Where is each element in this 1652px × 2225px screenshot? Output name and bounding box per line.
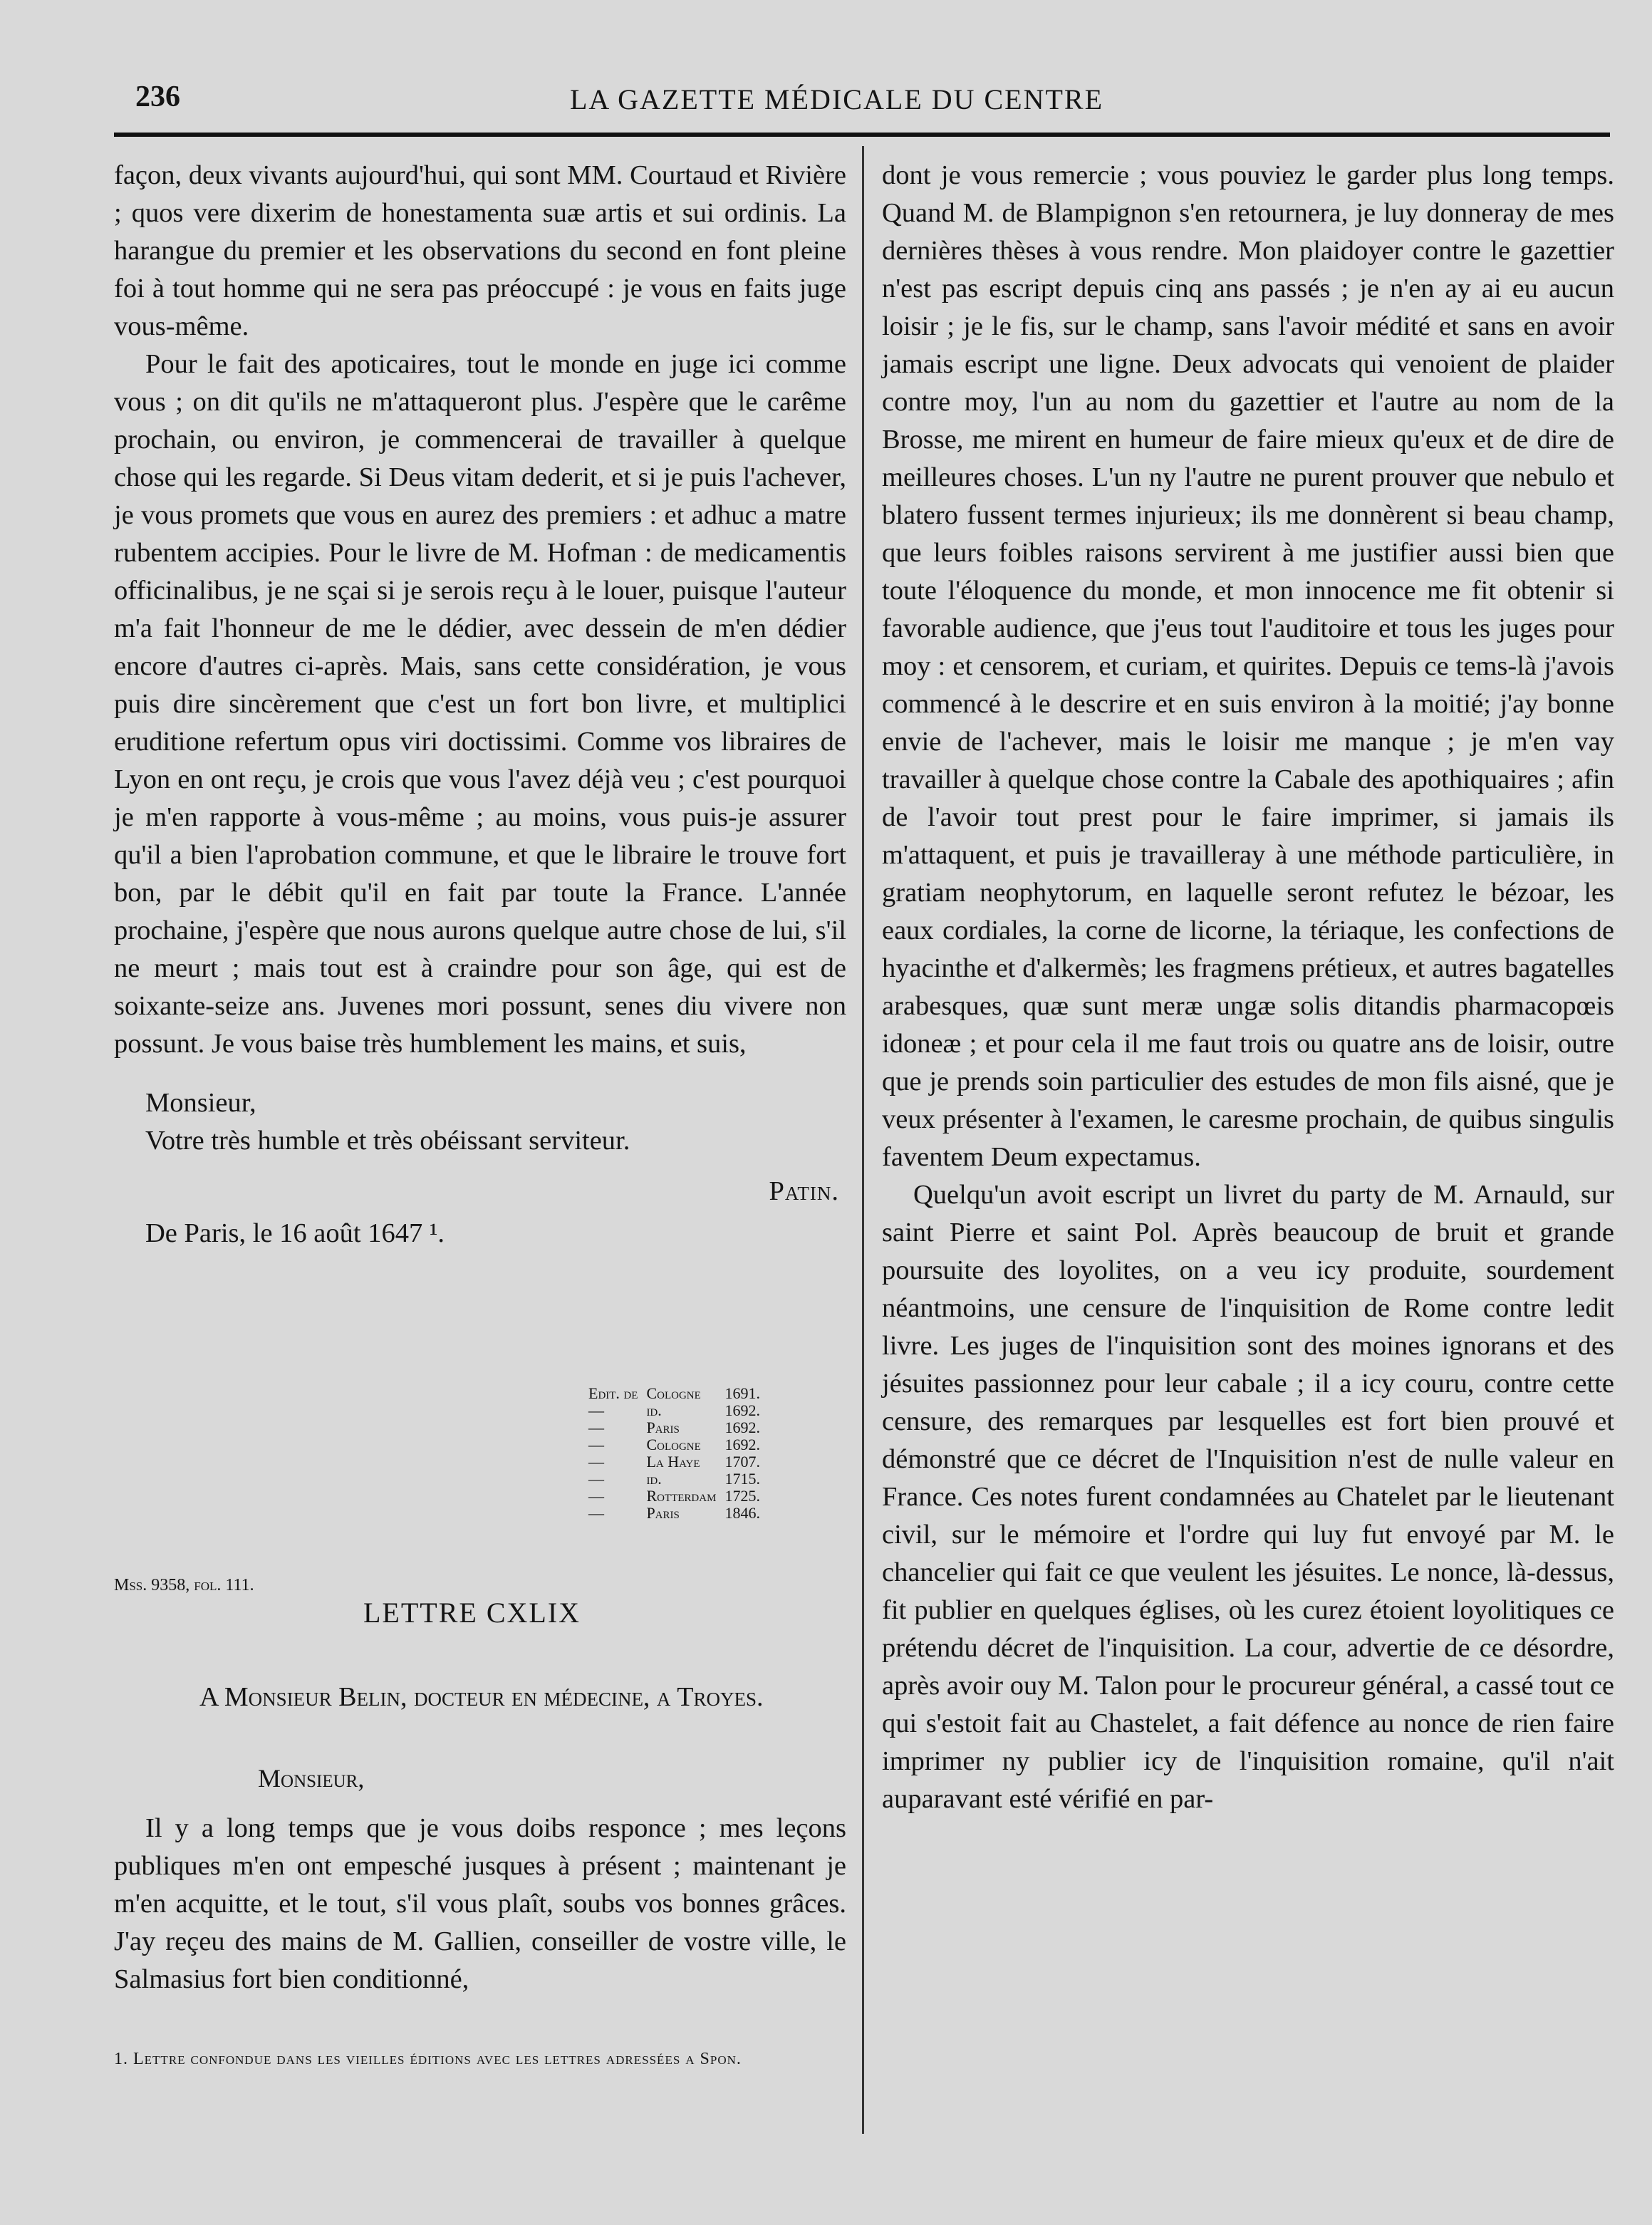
page-number: 236 [135, 81, 180, 113]
edition-city: id. [646, 1470, 662, 1488]
salutation: Monsieur, [145, 1088, 256, 1118]
editions-list [584, 1385, 764, 1522]
edition-city: id. [646, 1401, 662, 1419]
right-paragraph-1: dont je vous remercie ; vous pouviez le garder plus long temps. Quand M. de Blampignon s'en retournera, je luy donneray de mes dernières thèses à vous rendre. Mon plaidoyer contre le gazettier n'est pas escript depuis cinq ans passés ; je n'en ay ai eu aucun loisir ; je le fis, sur le champ, sans l'avoir médité et sans en avoir jamais escript une ligne. Deux advocats qui venoient de plaider contre moy, l'un au nom du gazettier et l'autre au nom de la Brosse, me mirent en humeur de faire mieux qu'eux et de dire de meilleures choses. L'un ny l'autre ne purent prouver que nebulo et blatero fussent termes injurieux; ils me donnèrent si beau champ, que leurs foibles raisons servirent à me justifier aussi bien que toute l'éloquence du monde, et mon innocence me fit obtenir si favorable audience, que j'eus tout l'auditoire et tous les juges pour moy : et censorem, et curiam, et quirites. Depuis ce tems-là j'avois commencé à le descrire et en suis environ à la moitié; j'ay bonne envie de l'achever, mais le loisir me manque ; je m'en vay travailler à quelque chose contre la Cabale des apothiquaires ; afin de l'avoir tout prest pour le faire imprimer, si jamais ils m'attaquent, et puis je travailleray à une méthode particulière, in gratiam neophytorum, en laquelle seront refutez le bézoar, les eaux cordiales, la corne de licorne, la tériaque, les confections de hyacinthe et d'alkermès; les fragmens prétieux, et autres bagatelles arabesques, quæ sunt meræ ungæ solis ditandis pharmacopœis idoneæ ; et pour cela il me faut trois ou quatre ans de loisir, outre que je prends soin particulier des estudes de mon fils aisné, que je veux présenter à l'examen, le caresme prochain, de quibus singulis faventem Deum expectamus. [882, 160, 1614, 1172]
letter-addressee: A Monsieur Belin, docteur en médecine, a Troyes. [199, 1682, 764, 1712]
edition-city: Cologne [646, 1384, 701, 1402]
letter2-salutation: Monsieur, [258, 1764, 365, 1793]
edition-row [584, 1471, 764, 1488]
edition-prefix: — [588, 1470, 604, 1488]
edition-year: 1846. [724, 1504, 760, 1522]
edition-prefix: — [588, 1401, 604, 1419]
edition-row [584, 1419, 764, 1436]
edition-year: 1692. [724, 1436, 760, 1453]
edition-prefix: Edit. de [588, 1384, 638, 1402]
edition-city: Paris [646, 1504, 680, 1522]
edition-prefix: — [588, 1418, 604, 1436]
letter-date: De Paris, le 16 août 1647 ¹. [145, 1218, 445, 1248]
page-header [135, 80, 1603, 120]
edition-prefix: — [588, 1504, 604, 1522]
edition-row [584, 1385, 764, 1402]
left-paragraph-2: Pour le fait des apoticaires, tout le monde en juge ici comme vous ; on dit qu'ils ne m'attaqueront plus. J'espère que le carême prochain, ou environ, je commencerai de travailler à quelque chose qui les regarde. Si Deus vitam dederit, et si je puis l'achever, je vous promets que vous en aurez des premiers : et adhuc a matre rubentem accipies. Pour le livre de M. Hofman : de medicamentis officinalibus, je ne sçai si je serois reçu à le louer, puisque l'auteur m'a fait l'honneur de me le dédier, avec dessein de m'en dédier encore d'autres ci-après. Mais, sans cette considération, je vous puis dire sincèrement que c'est un fort bon livre, et multiplici eruditione refertum opus viri doctissimi. Comme vos libraires de Lyon en ont reçu, je crois que vous l'avez déjà veu ; c'est pourquoi je m'en rapporte à vous-même ; au moins, vous puis-je assurer qu'il a bien l'aprobation commune, et que le libraire le trouve fort bon, par le débit qu'il en fait par toute la France. L'année prochaine, j'espère que nous aurons quelque autre chose de lui, s'il ne meurt ; mais tout est à craindre pour son âge, qui est de soixante-seize ans. Juvenes mori possunt, senes diu vivere non possunt. Je vous baise très humblement les mains, et suis, [114, 349, 846, 1059]
signature: Patin. [769, 1176, 839, 1206]
edition-year: 1715. [724, 1470, 760, 1488]
manuscript-reference: Mss. 9358, fol. 111. [114, 1576, 254, 1594]
edition-year: 1692. [724, 1401, 760, 1419]
running-title: LA GAZETTE MÉDICALE DU CENTRE [570, 83, 1104, 115]
edition-row [584, 1488, 764, 1505]
edition-year: 1707. [724, 1453, 760, 1471]
edition-row [584, 1436, 764, 1453]
left-paragraph-1: façon, deux vivants aujourd'hui, qui sont MM. Courtaud et Rivière ; quos vere dixerim de honestamenta suæ artis et sui ordinis. La harangue du premier et les observations du second en font pleine foi à tout homme qui ne sera pas préoccupé : je vous en faits juge vous-même. [114, 160, 846, 341]
footnote: 1. Lettre confondue dans les vieilles éditions avec les lettres adressées a Spon. [114, 2050, 742, 2068]
letter2-paragraph-1: Il y a long temps que je vous doibs responce ; mes leçons publiques m'en ont empesché jusques à présent ; maintenant je m'en acquitte, et le tout, s'il vous plaît, soubs vos bonnes grâces. J'ay reçeu des mains de M. Gallien, conseiller de vostre ville, le Salmasius fort bien conditionné, [114, 1813, 846, 1994]
edition-city: La Haye [646, 1453, 700, 1471]
letter-title: LETTRE CXLIX [363, 1597, 581, 1629]
edition-row [584, 1505, 764, 1522]
edition-year: 1691. [724, 1384, 760, 1402]
edition-city: Cologne [646, 1436, 701, 1453]
edition-prefix: — [588, 1436, 604, 1453]
column-divider [862, 146, 864, 2134]
edition-prefix: — [588, 1487, 604, 1505]
left-column [114, 157, 846, 1252]
edition-city: Paris [646, 1418, 680, 1436]
right-column [882, 157, 1614, 1818]
edition-year: 1692. [724, 1418, 760, 1436]
edition-year: 1725. [724, 1487, 760, 1505]
closing-formula: Votre très humble et très obéissant serviteur. [145, 1126, 630, 1156]
right-paragraph-2: Quelqu'un avoit escript un livret du party de M. Arnauld, sur saint Pierre et saint Pol. Après beaucoup de bruit et grande poursuite des loyolites, on a veu icy produite, sourdement néantmoins, une censure de l'inquisition de Rome contre ledit livre. Les juges de l'inquisition sont des moines ignorans et des jésuites passionnez pour leur cabale ; il a icy couru, contre cette censure, des remarques par lesquelles est fort bien prouvé et démonstré que ce décret de l'Inquisition n'est de nulle valeur en France. Ces notes furent condamnées au Chatelet par le lieutenant civil, sur le mémoire et l'ordre qui luy fut envoyé par M. le chancelier qui fait ce que veulent les jésuites. Le nonce, là-dessus, fit publier en quelques églises, où les curez étoient loyolitiques ce prétendu décret de l'inquisition. La cour, advertie de ce désordre, après avoir ouy M. Talon pour le procureur général, a cassé tout ce qui s'estoit fait au Chastelet, a fait défence au nonce de rien faire imprimer ny publier icy de l'inquisition romaine, qu'il n'ait auparavant esté vérifié en par- [882, 1180, 1614, 1814]
edition-prefix: — [588, 1453, 604, 1471]
edition-city: Rotterdam [646, 1487, 717, 1505]
edition-row [584, 1453, 764, 1471]
header-rule [114, 133, 1610, 137]
edition-row [584, 1402, 764, 1419]
letter2-body [114, 1810, 846, 1998]
